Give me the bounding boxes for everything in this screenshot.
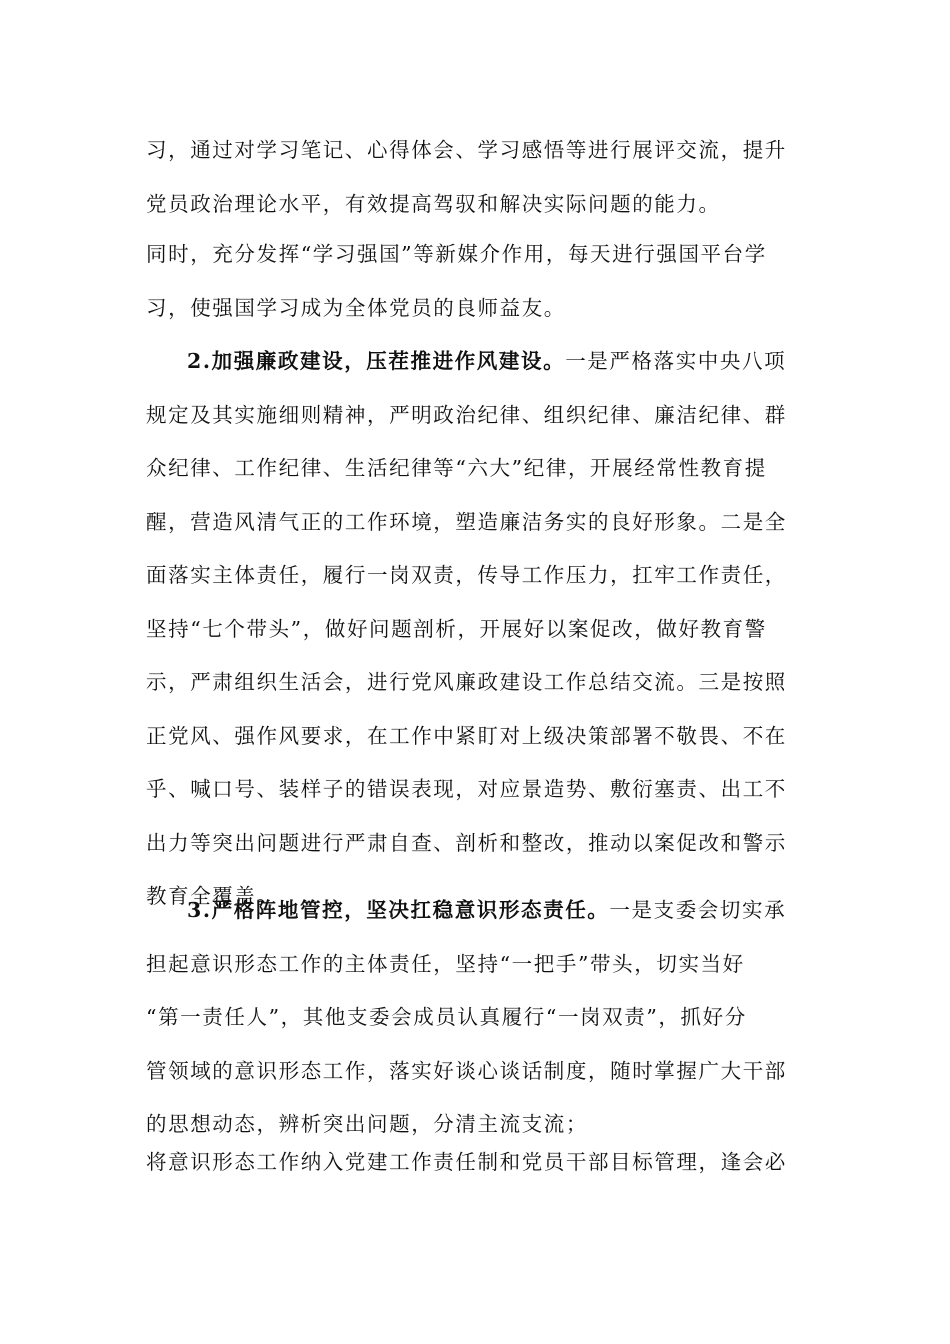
text-line: 习，使强国学习成为全体党员的良师益友。: [146, 295, 566, 320]
section-heading-line: [146, 884, 796, 938]
section-2-integrity: [146, 335, 796, 924]
paragraph-study-exchange: [146, 124, 796, 231]
heading-line-rest: 一是严格落实中央八项: [565, 349, 787, 373]
paragraph-xuexi-qiangguo: [146, 228, 796, 335]
text-line: 担起意识形态工作的主体责任，坚持“一把手”带头，切实当好: [146, 951, 745, 976]
text-line: 将意识形态工作纳入党建工作责任制和党员干部目标管理，逢会必: [146, 1150, 787, 1174]
text-line: 管领域的意识形态工作，落实好谈心谈话制度，随时掌握广大干部: [146, 1058, 787, 1083]
text-line: 面落实主体责任，履行一岗双责，传导工作压力，扛牢工作责任，: [146, 563, 787, 587]
text-line: 同时，充分发挥“学习强国”等新媒介作用，每天进行强国平台学: [146, 242, 767, 266]
text-line: 党员政治理论水平，有效提高驾驭和解决实际问题的能力。: [146, 191, 721, 216]
text-line: 乎、喊口号、装样子的错误表现，对应景造势、敷衍塞责、出工不: [146, 777, 787, 801]
heading-line-rest: 一是支委会切实承: [609, 898, 787, 922]
section-heading-line: [146, 335, 796, 389]
section-3-ideology: [146, 884, 796, 1152]
text-line: 规定及其实施细则精神，严明政治纪律、组织纪律、廉洁纪律、群: [146, 402, 787, 427]
text-line: 习，通过对学习笔记、心得体会、学习感悟等进行展评交流，提升: [146, 138, 787, 162]
text-line: 示，严肃组织生活会，进行党风廉政建设工作总结交流。三是按照: [146, 670, 787, 694]
text-line: 醒，营造风清气正的工作环境，塑造廉洁务实的良好形象。二是全: [146, 509, 787, 534]
text-line: 众纪律、工作纪律、生活纪律等“六大”纪律，开展经常性教育提: [146, 456, 767, 480]
paragraph-ideology-responsibility: [146, 1136, 796, 1190]
section-heading: 3.严格阵地管控，坚决扛稳意识形态责任。: [187, 898, 610, 922]
text-line: 出力等突出问题进行严肃自查、剖析和整改，推动以案促改和警示: [146, 830, 787, 855]
text-line: 教育全覆盖。: [146, 884, 279, 908]
text-line: “第一责任人”，其他支委会成员认真履行“一岗双责”，抓好分: [146, 1005, 747, 1029]
text-line: 的思想动态，辨析突出问题，分清主流支流；: [146, 1112, 588, 1136]
text-line: 坚持“七个带头”，做好问题剖析，开展好以案促改，做好教育警: [146, 616, 767, 641]
text-line: 正党风、强作风要求，在工作中紧盯对上级决策部署不敬畏、不在: [146, 723, 787, 748]
section-heading: 2.加强廉政建设，压茬推进作风建设。: [187, 349, 566, 373]
